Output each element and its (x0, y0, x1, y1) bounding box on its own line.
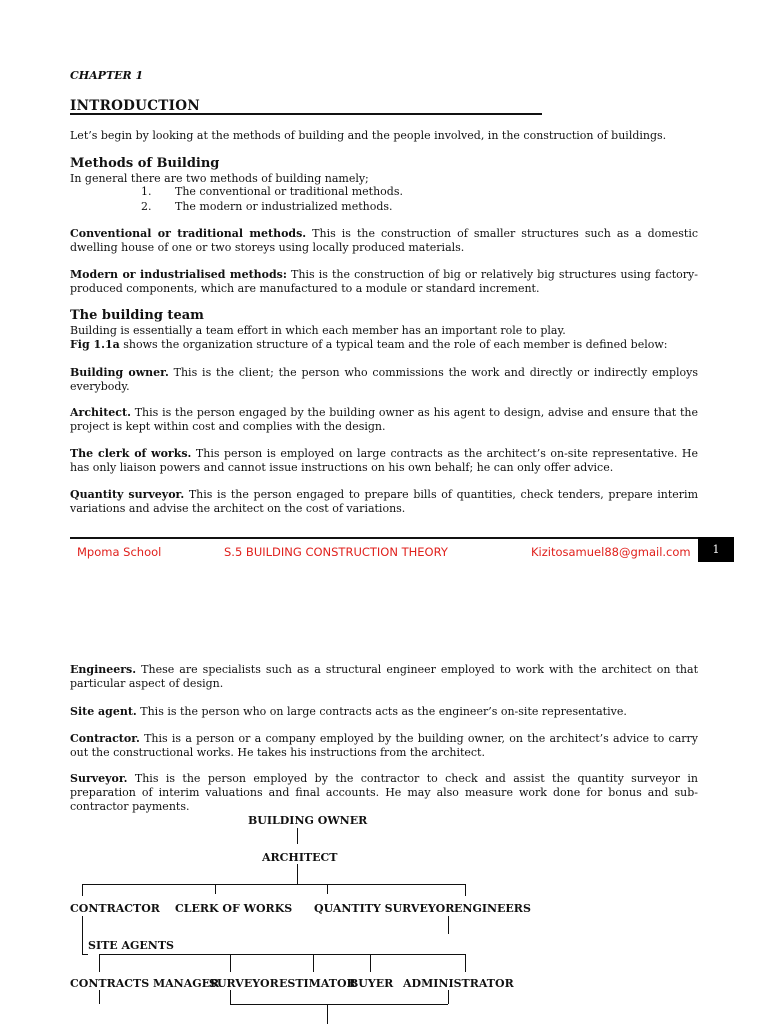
org-connector (99, 954, 100, 972)
list-item: The modern or industrialized methods. (175, 200, 393, 213)
org-connector (99, 990, 100, 1004)
org-node-building-owner: BUILDING OWNER (248, 814, 368, 827)
definition: This is the person who on large contracts acts as the engineer’s on-site representative. (136, 705, 627, 718)
term: Architect. (70, 406, 131, 419)
definition: This is the client; the person who commissions the work and directly or indirectly employs everybody. (70, 366, 698, 393)
definition: This is a person or a company employed by the building owner, on the architect’s advice to carry out the constructional works. He takes his instructions from the architect. (70, 732, 698, 759)
org-node-contracts-manager: CONTRACTS MANAGER (70, 977, 220, 990)
org-node-quantity-surveyor: QUANTITY SURVEYOR (314, 902, 455, 915)
org-node-buyer: BUYER (349, 977, 394, 990)
org-node-contractor: CONTRACTOR (70, 902, 160, 915)
org-connector (297, 828, 298, 844)
term: Conventional or traditional methods. (70, 227, 307, 240)
org-connector (465, 884, 466, 896)
definition: This person is employed on large contracts as the architect’s on-site representative. He has only liaison powers and cannot issue instructions on his own behalf; he can only offer advice. (70, 447, 698, 474)
definition: This is the person employed by the contractor to check and assist the quantity surveyor in preparation of interim valuations and final accounts. He may also measure work done for bonus and sub-contractor payments. (70, 772, 698, 813)
footer-email: Kizitosamuel88@gmail.com (531, 545, 691, 559)
fig-reference-paragraph (70, 338, 698, 352)
org-node-clerk-of-works: CLERK OF WORKS (175, 902, 293, 915)
term: Modern or industrialised methods: (70, 268, 287, 281)
clerk-paragraph (70, 447, 698, 475)
org-connector (215, 884, 216, 894)
definition: This is the construction of smaller structures such as a domestic dwelling house of one or two storeys using locally produced materials. (70, 227, 698, 254)
org-node-engineers: ENGINEERS (454, 902, 531, 915)
qs-paragraph (70, 488, 698, 516)
intro-paragraph: Let’s begin by looking at the methods of building and the people involved, in the construction of buildings. (70, 129, 667, 142)
list-item-number: 1. (141, 185, 152, 198)
footer-school: Mpoma School (77, 545, 162, 559)
org-connector (230, 1004, 448, 1005)
org-node-administrator: ADMINISTRATOR (403, 977, 514, 990)
org-connector (82, 954, 88, 955)
term: Site agent. (70, 705, 137, 718)
term: The clerk of works. (70, 447, 192, 460)
team-intro: Building is essentially a team effort in which each member has an important role to play. (70, 324, 566, 337)
term: Contractor. (70, 732, 140, 745)
site-agent-paragraph (70, 705, 698, 719)
modern-paragraph (70, 268, 698, 296)
engineers-paragraph (70, 663, 698, 691)
definition: This is the construction of big or relatively big structures using factory-produced components, which are manufactured to a module or standard increment. (70, 268, 698, 295)
org-connector (82, 916, 83, 954)
org-connector (448, 990, 449, 1004)
org-node-site-agents: SITE AGENTS (88, 939, 174, 952)
architect-paragraph (70, 406, 698, 434)
org-connector (327, 884, 328, 894)
org-connector (99, 954, 465, 955)
definition: This is the person engaged to prepare bills of quantities, check tenders, prepare interim variations and advise the architect on the cost of variations. (70, 488, 698, 515)
term: Surveyor. (70, 772, 128, 785)
term: Quantity surveyor. (70, 488, 185, 501)
list-item: The conventional or traditional methods. (175, 185, 403, 198)
org-connector (370, 954, 371, 972)
org-node-surveyor: SURVEYOR (209, 977, 279, 990)
org-connector (82, 884, 83, 896)
org-connector (230, 990, 231, 1004)
team-heading: The building team (70, 308, 204, 323)
contractor-paragraph (70, 732, 698, 760)
org-node-estimator: ESTIMATOR (279, 977, 356, 990)
fig-ref: Fig 1.1a (70, 338, 120, 351)
term: Building owner. (70, 366, 169, 379)
methods-intro: In general there are two methods of building namely; (70, 172, 369, 185)
building-owner-paragraph (70, 366, 698, 394)
org-connector (230, 954, 231, 972)
definition: These are specialists such as a structural engineer employed to work with the architect on that particular aspect of design. (70, 663, 698, 690)
list-item-number: 2. (141, 200, 152, 213)
chapter-label: CHAPTER 1 (70, 69, 144, 82)
title-underline (70, 113, 542, 115)
conventional-paragraph (70, 227, 698, 255)
org-connector (327, 1004, 328, 1024)
footer-rule (70, 537, 698, 539)
methods-heading: Methods of Building (70, 156, 220, 171)
page-title: INTRODUCTION (70, 98, 200, 114)
definition: shows the organization structure of a typical team and the role of each member is defined below: (119, 338, 668, 351)
org-connector (297, 864, 298, 884)
footer-course: S.5 BUILDING CONSTRUCTION THEORY (224, 545, 448, 559)
org-connector (82, 884, 465, 885)
org-connector (313, 954, 314, 972)
page-number: 1 (698, 537, 734, 562)
surveyor-paragraph (70, 772, 698, 814)
org-connector (448, 916, 449, 934)
term: Engineers. (70, 663, 137, 676)
org-connector (465, 954, 466, 972)
definition: This is the person engaged by the building owner as his agent to design, advise and ensure that the project is kept within cost and complies with the design. (70, 406, 698, 433)
org-node-architect: ARCHITECT (262, 851, 338, 864)
